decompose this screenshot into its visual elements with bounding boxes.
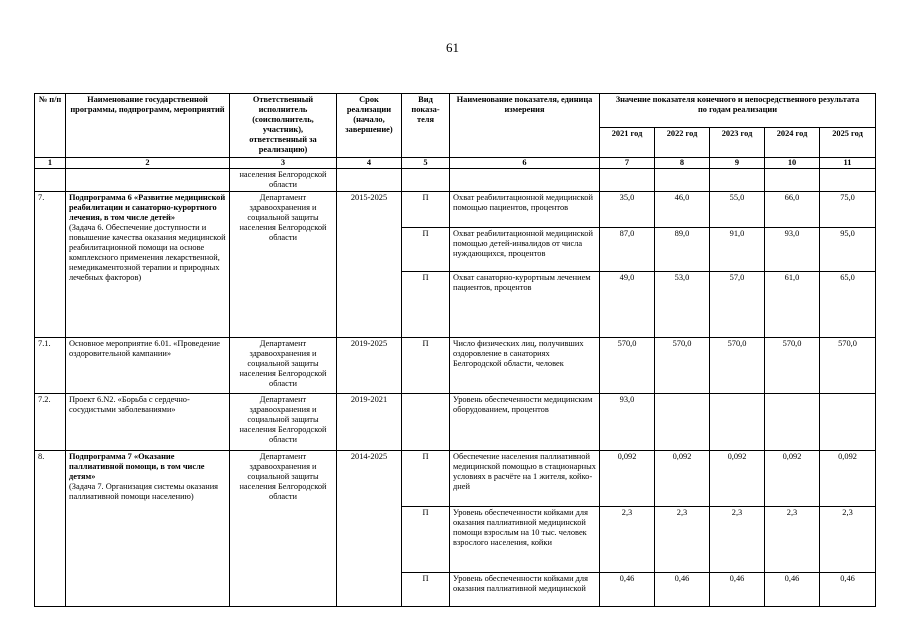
- program-name-cell: [66, 451, 230, 607]
- program-title: Подпрограмма 7 «Оказание паллиативной помощи, в том числе детям»: [69, 452, 205, 481]
- value-cell: 75,0: [820, 192, 876, 228]
- value-cell: 570,0: [820, 338, 876, 394]
- value-cell: 2,3: [710, 507, 765, 573]
- value-cell: [765, 394, 820, 451]
- value-cell: 0,092: [820, 451, 876, 507]
- header-kind: Вид показа- теля: [402, 94, 450, 158]
- header-values-sub: по годам реализации: [697, 105, 778, 114]
- column-number: 8: [655, 158, 710, 169]
- program-title: Подпрограмма 6 «Развитие медицинской реабилитации и санаторно-курортного лечения, в том числе детей»: [69, 193, 226, 222]
- table-row: [35, 338, 876, 394]
- column-number: 5: [402, 158, 450, 169]
- column-number: 2: [66, 158, 230, 169]
- indicator-cell: Число физических лиц, получивших оздоровление в санаториях Белгородской области, человек: [450, 338, 600, 394]
- program-table: [34, 93, 876, 607]
- program-name-cell: Основное мероприятие 6.01. «Проведение оздоровительной кампании»: [66, 338, 230, 394]
- term-cell: 2019-2025: [337, 338, 402, 394]
- kind-cell: П: [402, 228, 450, 272]
- row-number: 7.1.: [35, 338, 66, 394]
- value-cell: 93,0: [765, 228, 820, 272]
- value-cell: 0,092: [710, 451, 765, 507]
- value-cell: 0,46: [710, 573, 765, 607]
- indicator-cell: Охват санаторно-курортным лечением пациентов, процентов: [450, 272, 600, 338]
- header-year: 2022 год: [655, 128, 710, 158]
- row-number: 7.2.: [35, 394, 66, 451]
- value-cell: 66,0: [765, 192, 820, 228]
- value-cell: 57,0: [710, 272, 765, 338]
- term-cell: 2019-2021: [337, 394, 402, 451]
- value-cell: 570,0: [710, 338, 765, 394]
- indicator-cell: Уровень обеспеченности медицинским оборудованием, процентов: [450, 394, 600, 451]
- row-number: 7.: [35, 192, 66, 338]
- value-cell: 35,0: [600, 192, 655, 228]
- term-cell: 2015-2025: [337, 192, 402, 338]
- value-cell: 0,092: [600, 451, 655, 507]
- header-values-group: Значение показателя конечного и непосредственного результата по годам реализации: [600, 94, 876, 128]
- indicator-cell: Уровень обеспеченности койками для оказания паллиативной медицинской помощи взрослым на 10 тыс. человек взрослого населения, койки: [450, 507, 600, 573]
- header-year: 2024 год: [765, 128, 820, 158]
- kind-cell: П: [402, 272, 450, 338]
- column-number: 7: [600, 158, 655, 169]
- value-cell: [710, 394, 765, 451]
- value-cell: 0,46: [655, 573, 710, 607]
- continuation-row: [35, 169, 876, 192]
- indicator-cell: Охват реабилитационной медицинской помощью детей-инвалидов от числа нуждающихся, процентов: [450, 228, 600, 272]
- kind-cell: П: [402, 573, 450, 607]
- indicator-cell: Уровень обеспеченности койками для оказания паллиативной медицинской: [450, 573, 600, 607]
- value-cell: 0,46: [600, 573, 655, 607]
- responsible-cell: Департамент здравоохранения и социальной защиты населения Белгородской области: [230, 394, 337, 451]
- value-cell: 2,3: [765, 507, 820, 573]
- column-number: 4: [337, 158, 402, 169]
- page-number: 61: [446, 40, 459, 55]
- kind-cell: П: [402, 338, 450, 394]
- term-cell: 2014-2025: [337, 451, 402, 607]
- value-cell: 65,0: [820, 272, 876, 338]
- kind-cell: П: [402, 192, 450, 228]
- column-number: 6: [450, 158, 600, 169]
- kind-cell: П: [402, 451, 450, 507]
- value-cell: 46,0: [655, 192, 710, 228]
- program-name-cell: [66, 192, 230, 338]
- table-row: [35, 192, 876, 228]
- header-year: 2023 год: [710, 128, 765, 158]
- value-cell: 570,0: [655, 338, 710, 394]
- value-cell: 87,0: [600, 228, 655, 272]
- value-cell: 0,092: [765, 451, 820, 507]
- value-cell: 2,3: [600, 507, 655, 573]
- value-cell: 49,0: [600, 272, 655, 338]
- table-row: [35, 394, 876, 451]
- header-year: 2021 год: [600, 128, 655, 158]
- program-task: (Задача 7. Организация системы оказания паллиативной помощи населению): [69, 482, 219, 501]
- value-cell: 91,0: [710, 228, 765, 272]
- column-number: 9: [710, 158, 765, 169]
- value-cell: [655, 394, 710, 451]
- value-cell: 53,0: [655, 272, 710, 338]
- column-number: 3: [230, 158, 337, 169]
- value-cell: 570,0: [765, 338, 820, 394]
- value-cell: 0,46: [765, 573, 820, 607]
- program-name-cell: Проект 6.N2. «Борьба с сердечно-сосудистыми заболеваниями»: [66, 394, 230, 451]
- header-responsible: Ответственный исполнитель (соисполнитель, участник), ответственный за реализацию): [230, 94, 337, 158]
- responsible-cell: населения Белгородской области: [230, 169, 337, 192]
- value-cell: 0,46: [820, 573, 876, 607]
- kind-cell: [402, 394, 450, 451]
- value-cell: 0,092: [655, 451, 710, 507]
- column-number-row: [35, 158, 876, 169]
- value-cell: 2,3: [655, 507, 710, 573]
- value-cell: 61,0: [765, 272, 820, 338]
- table-row: [35, 451, 876, 507]
- responsible-cell: Департамент здравоохранения и социальной защиты населения Белгородской области: [230, 192, 337, 338]
- header-number: № п/п: [35, 94, 66, 158]
- kind-cell: П: [402, 507, 450, 573]
- value-cell: 95,0: [820, 228, 876, 272]
- value-cell: 2,3: [820, 507, 876, 573]
- header-name: Наименование государственной программы, подпрограмм, мероприятий: [66, 94, 230, 158]
- value-cell: 93,0: [600, 394, 655, 451]
- column-number: 1: [35, 158, 66, 169]
- header-term: Срок реализации (начало, завершение): [337, 94, 402, 158]
- program-task: (Задача 6. Обеспечение доступности и повышение качества оказания медицинской реабилитационной помощи на основе комплексного применения лекарственной, немедикаментозной терапии и природных лечебных факторов): [69, 223, 226, 282]
- responsible-cell: Департамент здравоохранения и социальной защиты населения Белгородской области: [230, 338, 337, 394]
- column-number: 10: [765, 158, 820, 169]
- indicator-cell: Охват реабилитационной медицинской помощью пациентов, процентов: [450, 192, 600, 228]
- indicator-cell: Обеспечение населения паллиативной медицинской помощью в стационарных условиях в расчёте на 1 жителя, койко-дней: [450, 451, 600, 507]
- value-cell: [820, 394, 876, 451]
- value-cell: 89,0: [655, 228, 710, 272]
- header-year: 2025 год: [820, 128, 876, 158]
- value-cell: 55,0: [710, 192, 765, 228]
- value-cell: 570,0: [600, 338, 655, 394]
- responsible-cell: Департамент здравоохранения и социальной защиты населения Белгородской области: [230, 451, 337, 607]
- header-indicator: Наименование показателя, единица измерения: [450, 94, 600, 158]
- row-number: 8.: [35, 451, 66, 607]
- column-number: 11: [820, 158, 876, 169]
